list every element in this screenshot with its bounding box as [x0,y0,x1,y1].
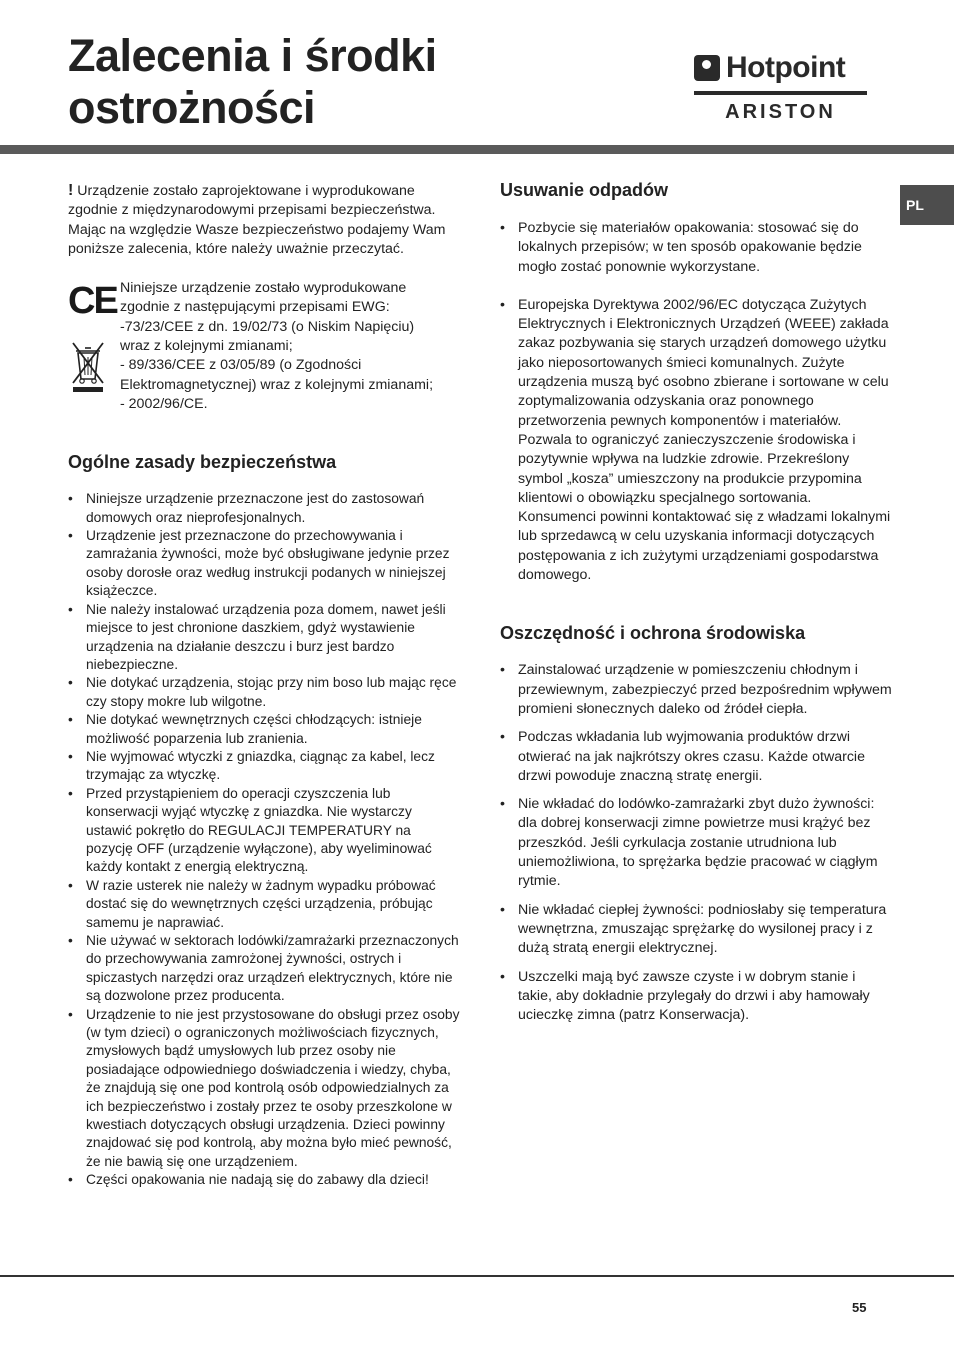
list-item: • Przed przystąpieniem do operacji czyszczenia lub konserwacji wyjąć wtyczkę z gniazdka. Nie wystarczy ustawić pokrętło do REGULACJI TEMPERATURY na pozycję OFF (urządzenie wyłączone), aby wyeliminować każdy kontakt z energią elektryczną. [68,785,460,877]
eco-list [500,661,892,1025]
title-line-1: Zalecenia i środki [68,30,437,81]
list-item: • Nie należy instalować urządzenia poza domem, nawet jeśli miejsce to jest chronione daszkiem, gdyż wystawienie urządzenia na działanie deszczu i burz jest bardzo niebezpieczne. [68,601,460,675]
waste-heading: Usuwanie odpadów [500,180,669,200]
intro-paragraph [68,181,460,259]
logo-sub-text: ARISTON [725,101,836,123]
header-divider-bar [0,145,954,154]
ce-line: Elektromagnetycznej) wraz z kolejnymi zmianami; [120,376,434,393]
list-item: • Niniejsze urządzenie przeznaczone jest do zastosowań domowych oraz nieprofesjonalnych. [68,490,460,527]
general-safety-list [68,490,460,1189]
list-item [500,296,892,585]
ce-line: -73/23/CEE z dn. 19/02/73 (o Niskim Napięciu) [120,318,415,335]
list-item: • Nie wyjmować wtyczki z gniazdka, ciągnąc za kabel, lecz trzymając za wtyczkę. [68,748,460,785]
ce-line: - 89/336/CEE z 03/05/89 (o Zgodności [120,357,362,374]
list-item: • Nie używać w sektorach lodówki/zamrażarki przeznaczonych do przechowywania zamrożonej żywności, ostrych i spiczastych narzędzi oraz urządzeń elektrycznych, które nie są dozwolone przez producenta. [68,932,460,1006]
logo-divider [694,91,867,95]
list-item: • Urządzenie jest przeznaczone do przechowywania i zamrażania żywności, może być obsługiwane jedynie przez osoby dorosłe oraz według instrukcji podanych w niniejszej książeczce. [68,527,460,601]
waste-list [500,219,892,585]
right-column [500,178,892,1025]
list-item: • Nie dotykać wewnętrznych części chłodzących: istnieje możliwość poparzenia lub zranienia. [68,711,460,748]
ce-text [120,279,460,414]
page-title [68,30,437,134]
list-item: • Podczas wkładania lub wyjmowania produktów drzwi otwierać na jak najkrótszy okres czasu. Każde otwarcie drzwi powoduje znaczną stratę energii. [500,728,892,786]
list-item: • Urządzenie to nie jest przystosowane do obsługi przez osoby (w tym dzieci) o ograniczonych możliwościach fizycznych, zmysłowych bądź umysłowych lub przez osoby nie posiadające odpowiedniego doświadczenia i wiedzy, chyba, że znajdują się one pod kontrolą osób odpowiedzialnych za ich bezpieczeństwo i zostały przez te osoby przeszkolone w kwestiach dotyczących obsługi urządzenia. Dzieci powinny znajdować się pod kontrolą, aby można było mieć pewność, że nie bawią się one urządzeniem. [68,1006,460,1172]
list-item: • Nie dotykać urządzenia, stojąc przy nim boso lub mając ręce czy stopy mokre lub wilgotne. [68,674,460,711]
page-number: 55 [852,1300,867,1315]
waste-consumer-text: Konsumenci powinni kontaktować się z władzami lokalnymi lub sprzedawcą w celu uzyskania informacji dotyczących postępowania z ich zużytymi urządzeniami gospodarstwa domowego. [518,509,891,584]
title-line-2: ostrożności [68,82,316,133]
warning-icon: ! [68,182,74,199]
footer-divider [0,1275,954,1277]
logo-brand-text: Hotpoint [726,51,846,84]
list-item: • Zainstalować urządzenie w pomieszczeniu chłodnym i przewiewnym, zabezpieczyć przed bezpośrednim wpływem promieni słonecznych daleko od źródeł ciepła. [500,661,892,719]
language-tab: PL [900,185,954,225]
brand-logo [694,52,867,124]
list-item: • Części opakowania nie nadają się do zabawy dla dzieci! [68,1171,460,1189]
left-column [68,181,460,1190]
ce-compliance-block [68,279,460,414]
intro-text: Urządzenie zostało zaprojektowane i wyprodukowane zgodnie z międzynarodowymi przepisami bezpieczeństwa. Mając na względzie Wasze bezpieczeństwo podajemy Wam poniższe zalecenia, które należy uważnie przeczytać. [68,183,446,257]
ce-mark-icon: CE [68,280,117,323]
general-safety-heading: Ogólne zasady bezpieczeństwa [68,452,337,473]
list-item: • Pozbycie się materiałów opakowania: stosować się do lokalnych przepisów; w ten sposób opakowanie będzie mogło zostać ponownie wykorzystane. [500,219,892,277]
list-item: • Nie wkładać ciepłej żywności: podniosłaby się temperatura wewnętrzna, zmuszając sprężarkę do wysilonej pracy i z dużą stratą energii elektrycznej. [500,901,892,959]
ce-line: - 2002/96/CE. [120,395,208,412]
list-item: • Nie wkładać do lodówko-zamrażarki zbyt dużo żywności: dla dobrej konserwacji zimne powietrze musi krążyć bez przeszkód. Jeśli cyrkulacja zostanie utrudniona lub uniemożliwiona, to sprężarka będzie pracować w ciągłym rytmie. [500,795,892,891]
waste-directive-text: Europejska Dyrektywa 2002/96/EC dotycząca Zużytych Elektrycznych i Elektronicznych Urządzeń (WEEE) zakłada zakaz pozbywania się starych urządzeń domowego użytku jako nieposortowanych śmieci komunalnych. Zużyte urządzenia muszą być osobno zbierane i sortowane w celu zoptymalizowania odzyskania oraz ponownego przetworzenia pewnych komponentów i materiałów. Pozwala to ograniczyć zanieczyszczenie środowiska i pozytywnie wpływa na ludzkie zdrowie. Przekreślony symbol „kosza” umieszczony na produkcie przypomina klientowi o obowiązku specjalnego sortowania. [518,296,889,506]
ce-line: wraz z kolejnymi zmianami; [120,338,293,355]
hotpoint-logo-icon [694,55,720,81]
ce-line: zgodnie z następującymi przepisami EWG: [120,299,390,316]
ce-line: Niniejsze urządzenie zostało wyprodukowane [120,280,407,297]
list-item: • W razie usterek nie należy w żadnym wypadku próbować dostać się do wewnętrznych części urządzenia, próbując samemu je naprawiać. [68,877,460,932]
eco-heading: Oszczędność i ochrona środowiska [500,623,806,644]
crossed-bin-icon [70,339,106,393]
list-item: • Uszczelki mają być zawsze czyste i w dobrym stanie i takie, aby dokładnie przylegały do drzwi i aby hamowały ucieczkę zimna (patrz Konserwacja). [500,968,892,1026]
